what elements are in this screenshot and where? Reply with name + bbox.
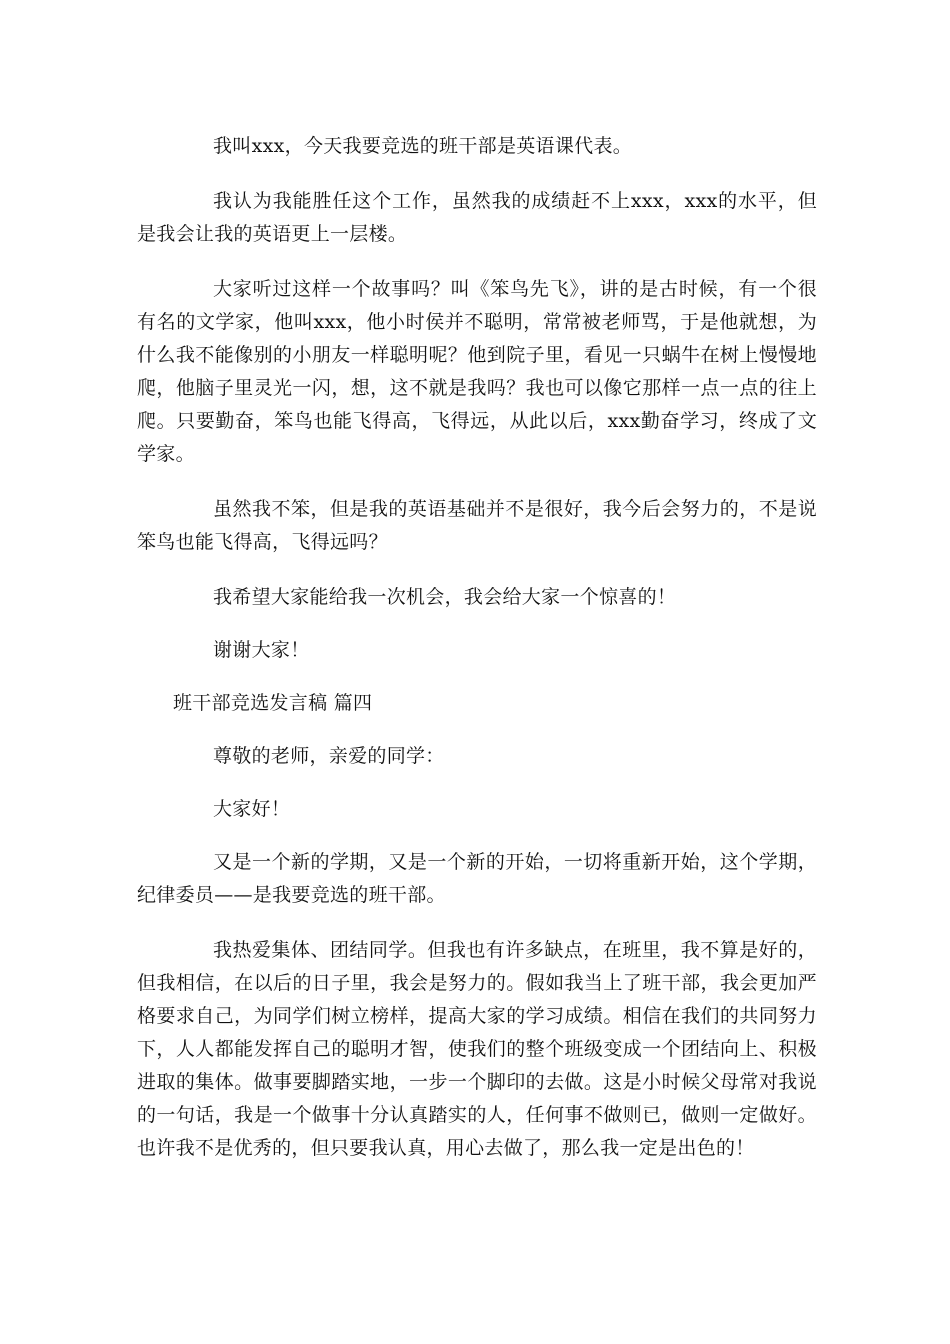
section-heading: 班干部竞选发言稿 篇四	[173, 692, 373, 714]
paragraph: 尊敬的老师，亲爱的同学：	[213, 745, 445, 767]
paragraph: 我叫xxx，今天我要竞选的班干部是英语课代表。	[213, 135, 633, 157]
paragraph: 大家听过这样一个故事吗？叫《笨鸟先飞》，讲的是古时候，有一个很有名的文学家，他叫xxx，他小时侯并不聪明，常常被老师骂，于是他就想，为什么我不能像别的小朋友一样聪明呢？他到院子里，看见一只蜗牛在树上慢慢地爬，他脑子里灵光一闪，想，这不就是我吗？我也可以像它那样一点一点的往上爬。只要勤奋，笨鸟也能飞得高，飞得远，从此以后，xxx勤奋学习，终成了文学家。	[137, 278, 817, 465]
paragraph: 我热爱集体、团结同学。但我也有许多缺点，在班里，我不算是好的，但我相信，在以后的日子里，我会是努力的。假如我当上了班干部，我会更加严格要求自己，为同学们树立榜样，提高大家的学习成绩。相信在我们的共同努力下，人人都能发挥自己的聪明才智，使我们的整个班级变成一个团结向上、积极进取的集体。做事要脚踏实地，一步一个脚印的去做。这是小时候父母常对我说的一句话，我是一个做事十分认真踏实的人，任何事不做则已，做则一定做好。也许我不是优秀的，但只要我认真，用心去做了，那么我一定是出色的！	[137, 939, 817, 1159]
paragraph: 大家好！	[213, 798, 291, 820]
paragraph: 我希望大家能给我一次机会，我会给大家一个惊喜的！	[213, 586, 677, 608]
paragraph: 又是一个新的学期，又是一个新的开始，一切将重新开始，这个学期，纪律委员——是我要竞选的班干部。	[137, 851, 817, 906]
document-body	[137, 130, 817, 1187]
paragraph: 谢谢大家！	[213, 639, 310, 661]
paragraph: 我认为我能胜任这个工作，虽然我的成绩赶不上xxx，xxx的水平，但是我会让我的英语更上一层楼。	[137, 190, 817, 245]
paragraph: 虽然我不笨，但是我的英语基础并不是很好，我今后会努力的，不是说笨鸟也能飞得高，飞得远吗？	[137, 498, 817, 553]
